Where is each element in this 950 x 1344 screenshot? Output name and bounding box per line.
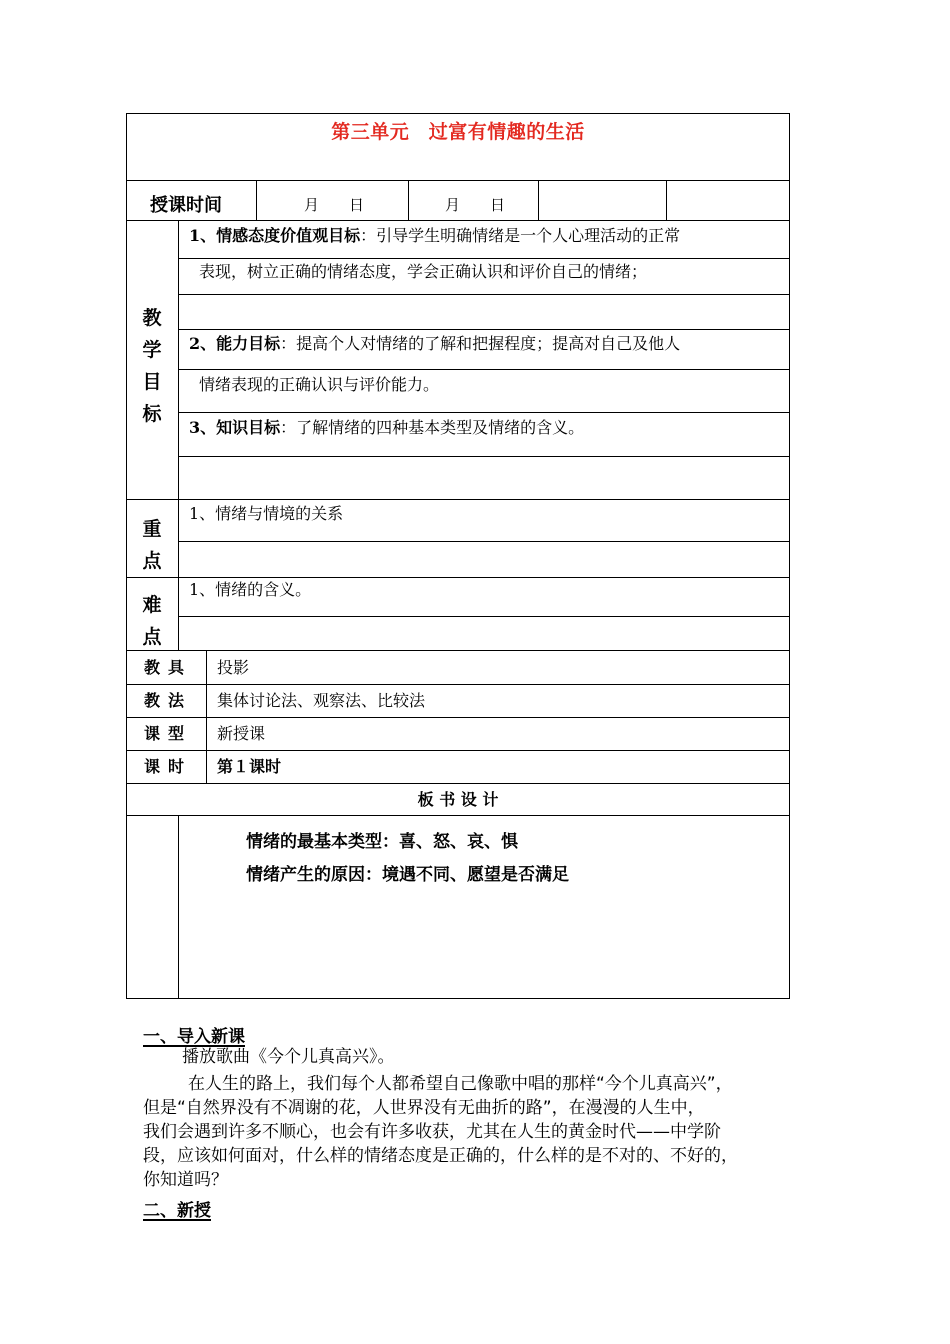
teaching-method-value: 集体讨论法、观察法、比较法 (217, 691, 426, 710)
time-label: 授课时间 (150, 195, 222, 216)
objective-2: 2、能力目标：提高个人对情绪的了解和把握程度；提高对自己及他人 (189, 334, 681, 353)
paragraph-intro-3: 我们会遇到许多不顺心，也会有许多收获，尤其在人生的黄金时代——中学阶 (143, 1122, 721, 1142)
teaching-method-label: 教法 (144, 691, 193, 710)
objective-1-cont: 表现，树立正确的情绪态度，学会正确认识和评价自己的情绪； (199, 262, 648, 281)
objectives-label: 教 学 目 标 (142, 307, 162, 425)
board-design-label: 板 书 设 计 (417, 790, 499, 809)
paragraph-intro-5: 你知道吗？ (143, 1170, 228, 1190)
paragraph-intro-2: 但是“自然界没有不凋谢的花，人世界没有无曲折的路”，在漫漫的人生中， (143, 1098, 705, 1118)
lesson-period-label: 课时 (144, 757, 193, 776)
key-points-label: 重 点 (142, 518, 162, 572)
paragraph-intro-4: 段，应该如何面对，什么样的情绪态度是正确的，什么样的是不对的、不好的， (143, 1146, 738, 1166)
date-cell-1: 月 日 (304, 196, 365, 214)
objective-2-cont: 情绪表现的正确认识与评价能力。 (199, 375, 440, 394)
key-point-item: 1、情绪与情境的关系 (189, 504, 344, 523)
date-cell-2: 月 日 (445, 196, 506, 214)
teaching-tools-label: 教具 (144, 658, 193, 677)
section-heading-new: 二、新授 (143, 1201, 211, 1221)
board-line-2: 情绪产生的原因：境遇不同、愿望是否满足 (246, 865, 569, 885)
paragraph-song: 播放歌曲《今个儿真高兴》。 (182, 1047, 395, 1067)
lesson-type-value: 新授课 (217, 724, 266, 743)
difficulty-item: 1、情绪的含义。 (189, 580, 312, 599)
board-line-1: 情绪的最基本类型：喜、怒、哀、惧 (246, 832, 518, 852)
objective-1: 1、情感态度价值观目标：引导学生明确情绪是一个人心理活动的正常 (189, 226, 681, 245)
section-heading-intro: 一、导入新课 (143, 1027, 245, 1047)
lesson-title: 第三单元 过富有情趣的生活 (331, 121, 585, 143)
lesson-type-label: 课型 (144, 724, 193, 743)
objective-3: 3、知识目标：了解情绪的四种基本类型及情绪的含义。 (189, 418, 585, 437)
paragraph-intro-1: 在人生的路上，我们每个人都希望自己像歌中唱的那样“今个儿真高兴”， (188, 1074, 733, 1094)
lesson-period-value: 第１课时 (217, 757, 282, 776)
teaching-tools-value: 投影 (217, 658, 250, 677)
difficulties-label: 难 点 (142, 594, 162, 648)
